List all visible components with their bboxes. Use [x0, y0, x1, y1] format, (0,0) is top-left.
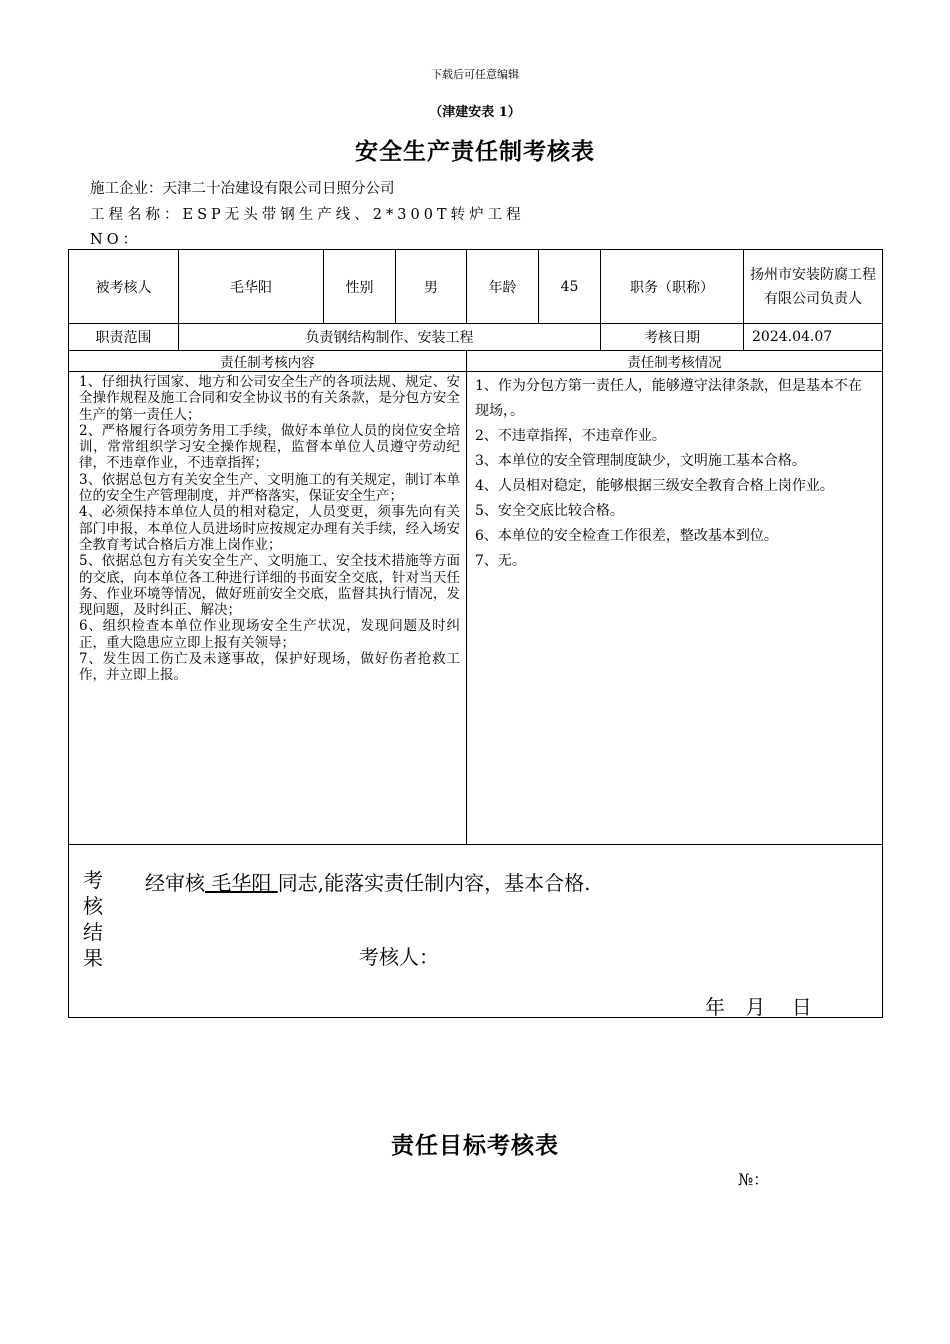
content-cell — [69, 372, 467, 845]
content-item: 1、仔细执行国家、地方和公司安全生产的各项法规、规定、安全操作规程及施工合同和安全协议书的有关条款，是分包方安全生产的第一责任人； — [79, 374, 460, 423]
situation-item: 5、安全交底比较合格。 — [475, 503, 624, 519]
scope-value: 负责钢结构制作、安装工程 — [179, 324, 601, 351]
result-prefix: 经审核 — [145, 871, 205, 895]
situation-item: 4、人员相对稳定，能够根据三级安全教育合格上岗作业。 — [475, 478, 834, 494]
second-title: 责任目标考核表 — [391, 1132, 559, 1159]
gender-label: 性别 — [324, 250, 396, 324]
position-label: 职务（职称） — [601, 250, 744, 324]
result-text — [145, 867, 590, 896]
age-label: 年龄 — [467, 250, 539, 324]
date-month: 月 — [745, 995, 766, 1019]
page-title: 安全生产责任制考核表 — [355, 138, 595, 165]
second-number: №： — [738, 1170, 770, 1189]
position-value: 扬州市安装防腐工程有限公司负责人 — [744, 250, 883, 324]
assessment-table — [68, 249, 883, 1018]
content-list — [79, 374, 460, 684]
result-suffix: 同志,能落实责任制内容，基本合格. — [277, 871, 591, 895]
result-label: 考核结果 — [83, 868, 103, 970]
situation-item: 2、不违章指挥，不违章作业。 — [475, 428, 666, 444]
date-day: 日 — [791, 995, 812, 1019]
situation-list — [467, 372, 882, 574]
result-date — [705, 991, 826, 1020]
situation-item: 6、本单位的安全检查工作很差，整改基本到位。 — [475, 528, 778, 544]
scope-label: 职责范围 — [69, 324, 179, 351]
content-header: 责任制考核内容 — [69, 351, 467, 372]
date-label: 考核日期 — [601, 324, 744, 351]
examinee-label: 被考核人 — [69, 250, 179, 324]
date-value: 2024.04.07 — [744, 324, 883, 351]
situation-item: 3、本单位的安全管理制度缺少，文明施工基本合格。 — [475, 453, 806, 469]
form-code: （津建安表 1） — [429, 105, 521, 120]
content-item: 6、组织检查本单位作业现场安全生产状况，发现问题及时纠正，重大隐患应立即上报有关领导； — [79, 618, 460, 651]
situation-cell — [467, 372, 883, 845]
situation-header: 责任制考核情况 — [467, 351, 883, 372]
content-item: 3、依据总包方有关安全生产、文明施工的有关规定，制订本单位的安全生产管理制度，并严格落实，保证安全生产； — [79, 471, 460, 505]
top-note: 下载后可任意编辑 — [431, 68, 519, 81]
content-item: 5、依据总包方有关安全生产、文明施工、安全技术措施等方面的交底，向本单位各工种进行详细的书面安全交底，针对当天任务、作业环境等情况，做好班前安全交底，监督其执行情况，发现问题，及时纠正、解决； — [79, 553, 460, 619]
situation-item: 1、作为分包方第一责任人，能够遵守法律条款，但是基本不在现场，。 — [475, 378, 862, 419]
content-item: 7、发生因工伤亡及未遂事故，保护好现场，做好伤者抢救工作，并立即上报。 — [79, 651, 460, 684]
result-cell — [69, 845, 883, 1018]
age-value: 45 — [539, 250, 601, 324]
content-item: 4、必须保持本单位人员的相对稳定，人员变更，须事先向有关部门申报，本单位人员进场时应按规定办理有关手续，经入场安全教育考试合格后方准上岗作业； — [79, 504, 460, 553]
result-examinee-name: 毛华阳 — [205, 871, 278, 895]
gender-value: 男 — [396, 250, 467, 324]
number-line: NO： — [90, 232, 142, 248]
project-line: 工程名称：ESP无头带钢生产线、2*300T转炉工程 — [90, 207, 525, 223]
examinee-name: 毛华阳 — [179, 250, 324, 324]
examiner-label: 考核人： — [359, 945, 439, 969]
content-item: 2、严格履行各项劳务用工手续，做好本单位人员的岗位安全培训，常常组织学习安全操作规程，监督本单位人员遵守劳动纪律，不违章作业，不违章指挥； — [79, 422, 460, 472]
company-line: 施工企业：天津二十冶建设有限公司日照分公司 — [90, 181, 395, 197]
situation-item: 7、无。 — [475, 553, 526, 569]
date-year: 年 — [705, 995, 725, 1019]
